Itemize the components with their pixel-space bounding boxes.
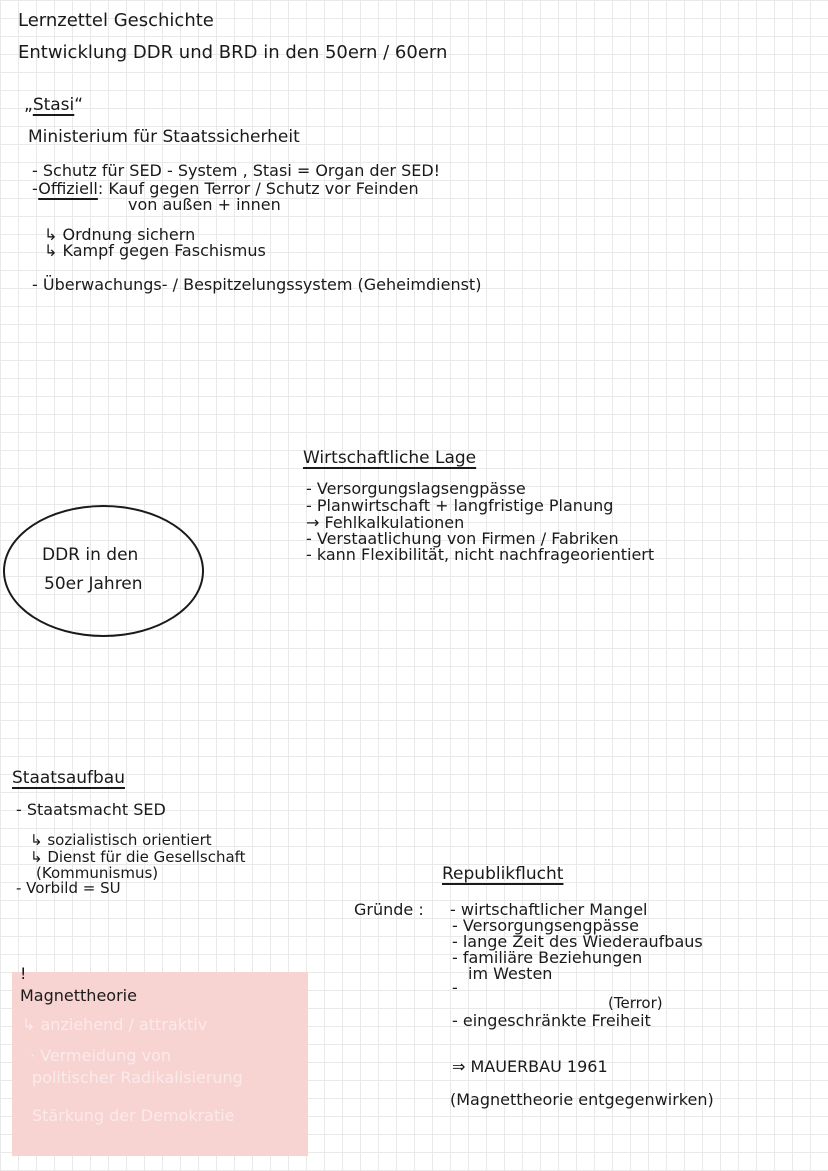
wirtschaft-item: - Verstaatlichung von Firmen / Fabriken: [306, 529, 619, 548]
stasi-arrow-1: ↳ Ordnung sichern: [44, 225, 196, 244]
stasi-line-1: - Schutz für SED - System , Stasi = Organ der SED!: [32, 161, 441, 180]
center-oval: [3, 505, 204, 637]
wirtschaft-item: - Versorgungslagsengpässe: [306, 479, 526, 498]
quote-close: “: [74, 95, 84, 115]
staatsaufbau-heading: Staatsaufbau: [12, 768, 125, 788]
magnettheorie-item: Stärkung der Demokratie: [32, 1106, 235, 1125]
quote-open: „: [24, 95, 33, 115]
gruende-item: - familiäre Beziehungen: [452, 948, 643, 967]
gruende-item: -: [452, 978, 458, 997]
magnettheorie-marker: !: [20, 964, 27, 983]
wirtschaft-item: - Planwirtschaft + langfristige Planung: [306, 496, 614, 515]
magnettheorie-heading: Magnettheorie: [20, 986, 137, 1005]
republikflucht-heading: Republikflucht: [442, 864, 564, 884]
stasi-line-3: - Überwachungs- / Bespitzelungssystem (Geheimdienst): [32, 275, 482, 294]
staatsaufbau-item: - Vorbild = SU: [16, 879, 121, 897]
stasi-line-2-label: Offiziell: [38, 179, 98, 198]
staatsaufbau-item: - Staatsmacht SED: [16, 800, 166, 819]
stasi-line-2-prefix: -: [32, 179, 39, 198]
gruende-item: im Westen: [468, 964, 553, 983]
gruende-item: - lange Zeit des Wiederaufbaus: [452, 932, 703, 951]
stasi-heading: [24, 97, 83, 114]
staatsaufbau-item: ↳ sozialistisch orientiert: [30, 831, 212, 849]
gruende-label: Gründe :: [354, 900, 424, 919]
stasi-line-2b: von außen + innen: [128, 195, 281, 214]
gruende-item: (Terror): [608, 994, 663, 1012]
mauerbau-result: ⇒ MAUERBAU 1961: [452, 1057, 608, 1076]
page-title: Lernzettel Geschichte: [18, 10, 214, 31]
staatsaufbau-item: (Kommunismus): [36, 864, 159, 882]
stasi-line-2-text: : Kauf gegen Terror / Schutz vor Feinden: [97, 179, 419, 198]
gruende-item: - eingeschränkte Freiheit: [452, 1011, 651, 1030]
gruende-item: - wirtschaftlicher Mangel: [450, 900, 648, 919]
center-topic-line-1: DDR in den: [42, 545, 139, 565]
stasi-arrow-2: ↳ Kampf gegen Faschismus: [44, 241, 266, 260]
wirtschaft-item: - kann Flexibilität, nicht nachfrageorientiert: [306, 545, 655, 564]
center-topic-line-2: 50er Jahren: [44, 574, 143, 594]
stasi-heading-text: Stasi: [32, 95, 75, 115]
gruende-item: - Versorgungsengpässe: [452, 916, 639, 935]
page-subtitle: Entwicklung DDR und BRD in den 50ern / 60ern: [18, 42, 448, 63]
stasi-full-name: Ministerium für Staatssicherheit: [28, 127, 300, 147]
magnettheorie-item: · Vermeidung von: [30, 1046, 171, 1065]
staatsaufbau-item: ↳ Dienst für die Gesellschaft: [30, 848, 246, 866]
magnettheorie-item: ↳ anziehend / attraktiv: [22, 1015, 208, 1034]
magnettheorie-item: politischer Radikalisierung: [32, 1068, 243, 1087]
mauerbau-note: (Magnettheorie entgegenwirken): [450, 1090, 714, 1109]
wirtschaft-item: → Fehlkalkulationen: [306, 513, 465, 532]
wirtschaft-heading: Wirtschaftliche Lage: [303, 448, 477, 468]
